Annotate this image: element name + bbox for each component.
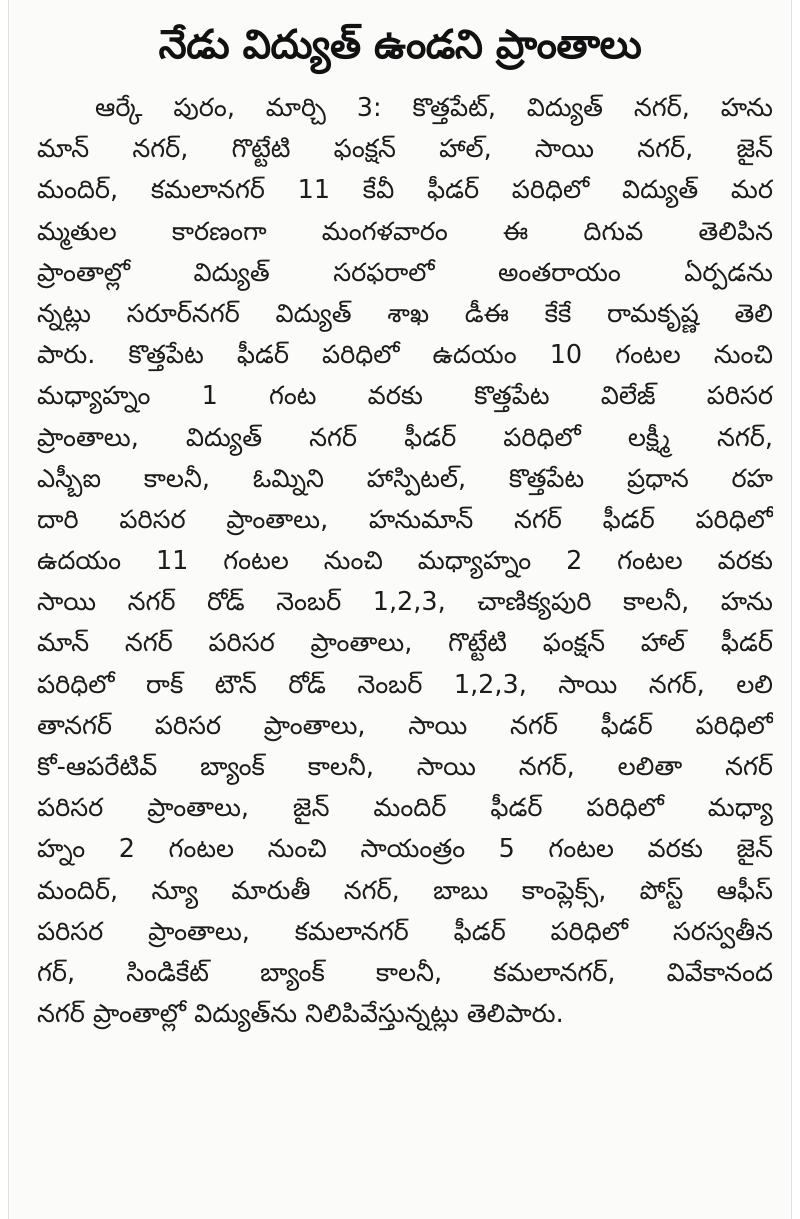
- body-line-9: ప్రాంతాలు, విద్యుత్ నగర్ ఫీడర్ పరిధిలో లక్ష్మీ నగర్,: [37, 422, 773, 453]
- article-body: [37, 88, 773, 1035]
- body-line-10: ఎస్బీఐ కాలనీ, ఓమ్నిని హాస్పిటల్, కొత్తపేట ప్రధాన రహ: [37, 463, 773, 494]
- body-line-13: సాయి నగర్ రోడ్ నెంబర్ 1,2,3, చాణిక్యపురి కాలనీ, హను: [37, 587, 773, 618]
- body-line-19: హ్నం 2 గంటల నుంచి సాయంత్రం 5 గంటల వరకు జైన్: [37, 834, 773, 865]
- body-line-8: మధ్యాహ్నం 1 గంట వరకు కొత్తపేట విలేజ్ పరిసర: [37, 381, 773, 412]
- body-line-5: ప్రాంతాల్లో విద్యుత్ సరఫరాలో అంతరాయం ఏర్పడను: [37, 257, 773, 288]
- newspaper-clipping: [8, 0, 792, 1219]
- body-line-7: పారు. కొత్తపేట ఫీడర్ పరిధిలో ఉదయం 10 గంటల నుంచి: [37, 340, 773, 371]
- body-line-22: గర్, సిండికేట్ బ్యాంక్ కాలనీ, కమలానగర్, వివేకానంద: [37, 957, 773, 988]
- body-line-21: పరిసర ప్రాంతాలు, కమలానగర్ ఫీడర్ పరిధిలో సరస్వతీన: [37, 916, 773, 947]
- body-line-17: కో-ఆపరేటివ్ బ్యాంక్ కాలనీ, సాయి నగర్, లలితా నగర్: [37, 752, 773, 782]
- article-headline: నేడు విద్యుత్ ఉండని ప్రాంతాలు: [158, 22, 642, 68]
- body-line-1: ఆర్కే పురం, మార్చి 3: కొత్తపేట్, విద్యుత్ నగర్, హను: [95, 93, 773, 123]
- body-line-23: నగర్ ప్రాంతాల్లో విద్యుత్‌ను నిలిపివేస్తున్నట్లు తెలిపారు.: [37, 999, 564, 1030]
- body-line-3: మందిర్, కమలానగర్ 11 కేవీ ఫీడర్ పరిధిలో విద్యుత్ మర: [37, 175, 773, 206]
- body-line-12: ఉదయం 11 గంటల నుంచి మధ్యాహ్నం 2 గంటల వరకు: [37, 546, 773, 577]
- body-line-6: న్నట్లు సరూర్‌నగర్ విద్యుత్ శాఖ డీఈ కేకే రామకృష్ణ తెలి: [37, 298, 773, 329]
- body-line-14: మాన్ నగర్ పరిసర ప్రాంతాలు, గొట్టేటి ఫంక్షన్ హాల్ ఫీడర్: [37, 628, 773, 659]
- body-line-16: తానగర్ పరిసర ప్రాంతాలు, సాయి నగర్ ఫీడర్ పరిధిలో: [37, 710, 773, 741]
- body-line-15: పరిధిలో రాక్ టౌన్ రోడ్ నెంబర్ 1,2,3, సాయి నగర్, లలి: [37, 669, 773, 700]
- body-line-20: మందిర్, న్యూ మారుతీ నగర్, బాబు కాంప్లెక్స్, పోస్ట్ ఆఫీస్: [37, 875, 773, 906]
- body-line-2: మాన్ నగర్, గొట్టేటి ఫంక్షన్ హాల్, సాయి నగర్, జైన్: [37, 134, 773, 165]
- body-line-18: పరిసర ప్రాంతాలు, జైన్ మందిర్ ఫీడర్ పరిధిలో మధ్యా: [37, 793, 773, 824]
- body-line-4: మ్మతుల కారణంగా మంగళవారం ఈ దిగువ తెలిపిన: [37, 216, 773, 247]
- body-line-11: దారి పరిసర ప్రాంతాలు, హనుమాన్ నగర్ ఫీడర్ పరిధిలో: [37, 504, 773, 535]
